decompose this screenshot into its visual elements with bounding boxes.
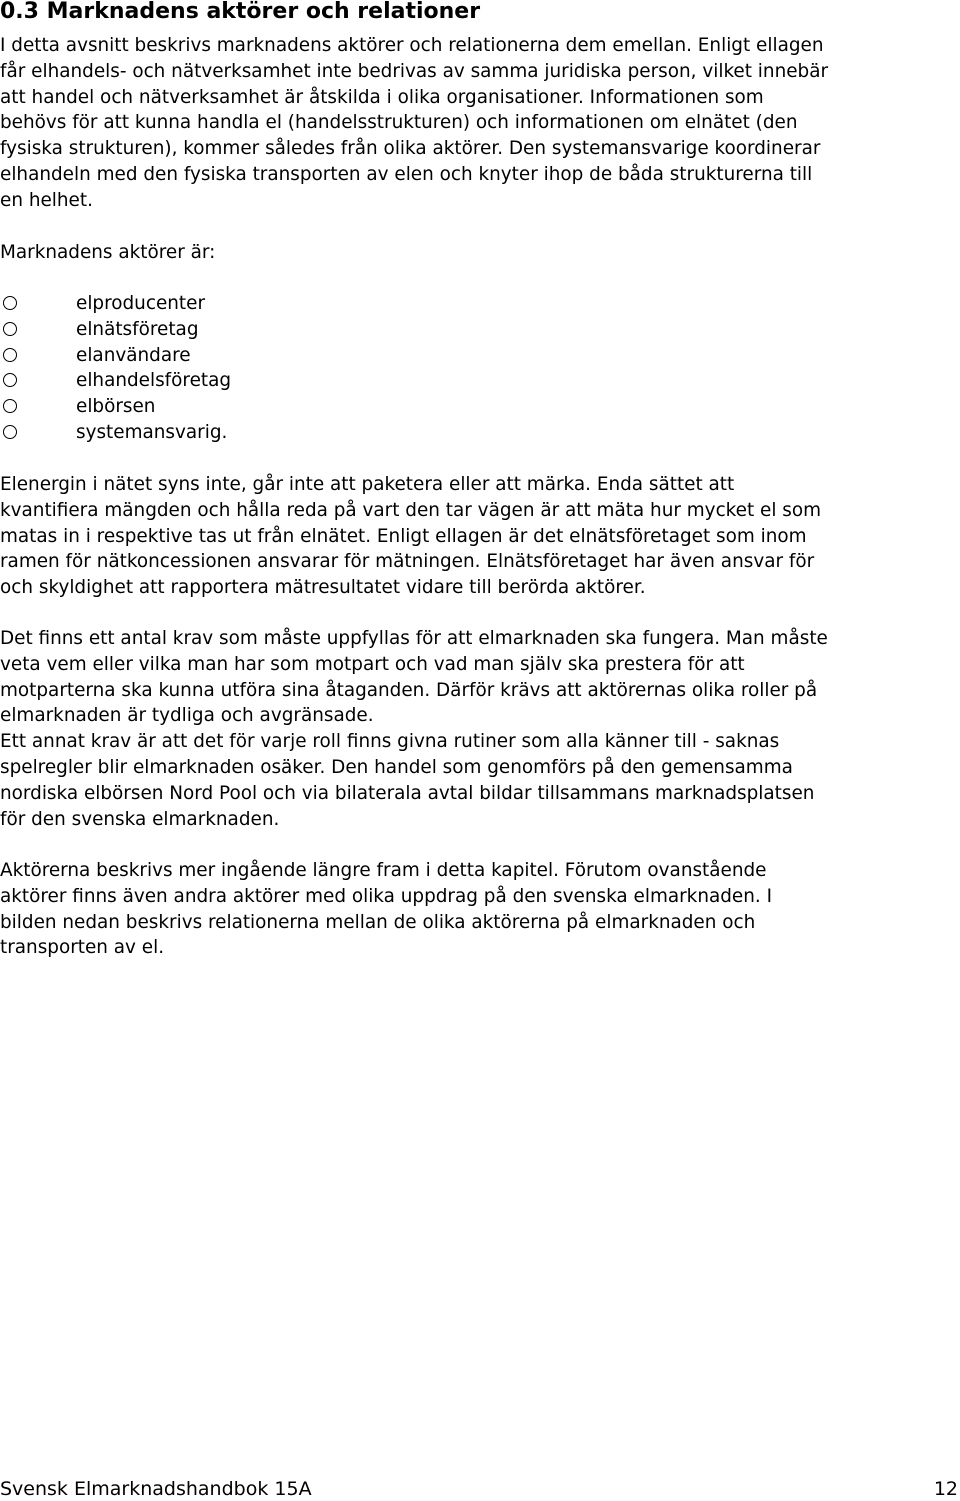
hollow-circle-bullet-icon xyxy=(3,322,17,336)
list-item xyxy=(0,394,231,420)
footer-title: Svensk Elmarknadshandbok 15A xyxy=(0,1478,312,1500)
list-item xyxy=(0,420,231,446)
text-line: Elenergin i nätet syns inte, går inte att paketera eller att märka. Enda sättet att xyxy=(0,474,735,495)
text-line: bilden nedan beskrivs relationerna mellan de olika aktörerna på elmarknaden och xyxy=(0,911,756,933)
text-line: motparterna ska kunna utföra sina åtaganden. Därför krävs att aktörernas olika roller på xyxy=(0,679,818,701)
text-line: Marknadens aktörer är: xyxy=(0,242,216,263)
text-line: att handel och nätverksamhet är åtskilda i olika organisationer. Informationen som xyxy=(0,86,764,108)
list-item-label: systemansvarig. xyxy=(76,421,228,443)
text-line: elmarknaden är tydliga och avgränsade. xyxy=(0,705,374,727)
text-line: för den svenska elmarknaden. xyxy=(0,808,280,830)
text-line: får elhandels- och nätverksamhet inte bedrivas av samma juridiska person, vilket innebär xyxy=(0,60,829,82)
text-line: I detta avsnitt beskrivs marknadens aktörer och relationerna dem emellan. Enligt ellagen xyxy=(0,35,824,56)
list-item xyxy=(0,368,231,394)
hollow-circle-bullet-icon xyxy=(3,399,17,413)
page-number: 12 xyxy=(933,1478,958,1500)
text-line: Aktörerna beskrivs mer ingående längre fram i detta kapitel. Förutom ovanstående xyxy=(0,860,767,881)
text-line: matas in i respektive tas ut från elnätet. Enligt ellagen är det elnätsföretaget som inom xyxy=(0,525,807,547)
list-item xyxy=(0,343,231,369)
text-line: transporten av el. xyxy=(0,937,165,959)
hollow-circle-bullet-icon xyxy=(3,373,17,387)
text-line: en helhet. xyxy=(0,189,93,211)
metering-paragraph xyxy=(0,472,960,601)
list-item-label: elhandelsföretag xyxy=(76,370,232,392)
text-line: Ett annat krav är att det för varje roll finns givna rutiner som alla känner till - saknas xyxy=(0,731,780,753)
list-item xyxy=(0,317,231,343)
list-item-label: elnätsföretag xyxy=(76,318,199,340)
actors-list xyxy=(0,291,231,446)
list-item xyxy=(0,291,231,317)
list-item-label: elanvändare xyxy=(76,344,191,366)
text-line: behövs för att kunna handla el (handelsstrukturen) och informationen om elnätet (den xyxy=(0,112,798,134)
section-heading: 0.3 Marknadens aktörer och relationer xyxy=(0,0,481,24)
actors-intro-paragraph xyxy=(0,240,960,266)
hollow-circle-bullet-icon xyxy=(3,425,17,439)
text-line: veta vem eller vilka man har som motpart och vad man själv ska prestera för att xyxy=(0,653,745,675)
list-item-label: elproducenter xyxy=(76,293,206,314)
intro-paragraph xyxy=(0,33,960,214)
hollow-circle-bullet-icon xyxy=(3,348,17,362)
list-item-label: elbörsen xyxy=(76,396,156,418)
requirements-paragraph xyxy=(0,626,960,832)
text-line: fysiska strukturen), kommer således från olika aktörer. Den systemansvarige koordinerar xyxy=(0,138,821,160)
text-line: elhandeln med den fysiska transporten av elen och knyter ihop de båda strukturerna till xyxy=(0,163,813,185)
text-line: spelregler blir elmarknaden osäker. Den handel som genomförs på den gemensamma xyxy=(0,756,793,778)
text-line: ramen för nätkoncessionen ansvarar för mätningen. Elnätsföretaget har även ansvar för xyxy=(0,551,815,573)
text-line: och skyldighet att rapportera mätresultatet vidare till berörda aktörer. xyxy=(0,577,646,599)
text-line: nordiska elbörsen Nord Pool och via bilaterala avtal bildar tillsammans marknadsplatsen xyxy=(0,782,815,804)
text-line: Det finns ett antal krav som måste uppfyllas för att elmarknaden ska fungera. Man måste xyxy=(0,628,828,649)
text-line: aktörer finns även andra aktörer med olika uppdrag på den svenska elmarknaden. I xyxy=(0,885,773,907)
text-line: kvantifiera mängden och hålla reda på vart den tar vägen är att mäta hur mycket el som xyxy=(0,499,822,521)
closing-paragraph xyxy=(0,858,960,961)
hollow-circle-bullet-icon xyxy=(3,296,17,310)
